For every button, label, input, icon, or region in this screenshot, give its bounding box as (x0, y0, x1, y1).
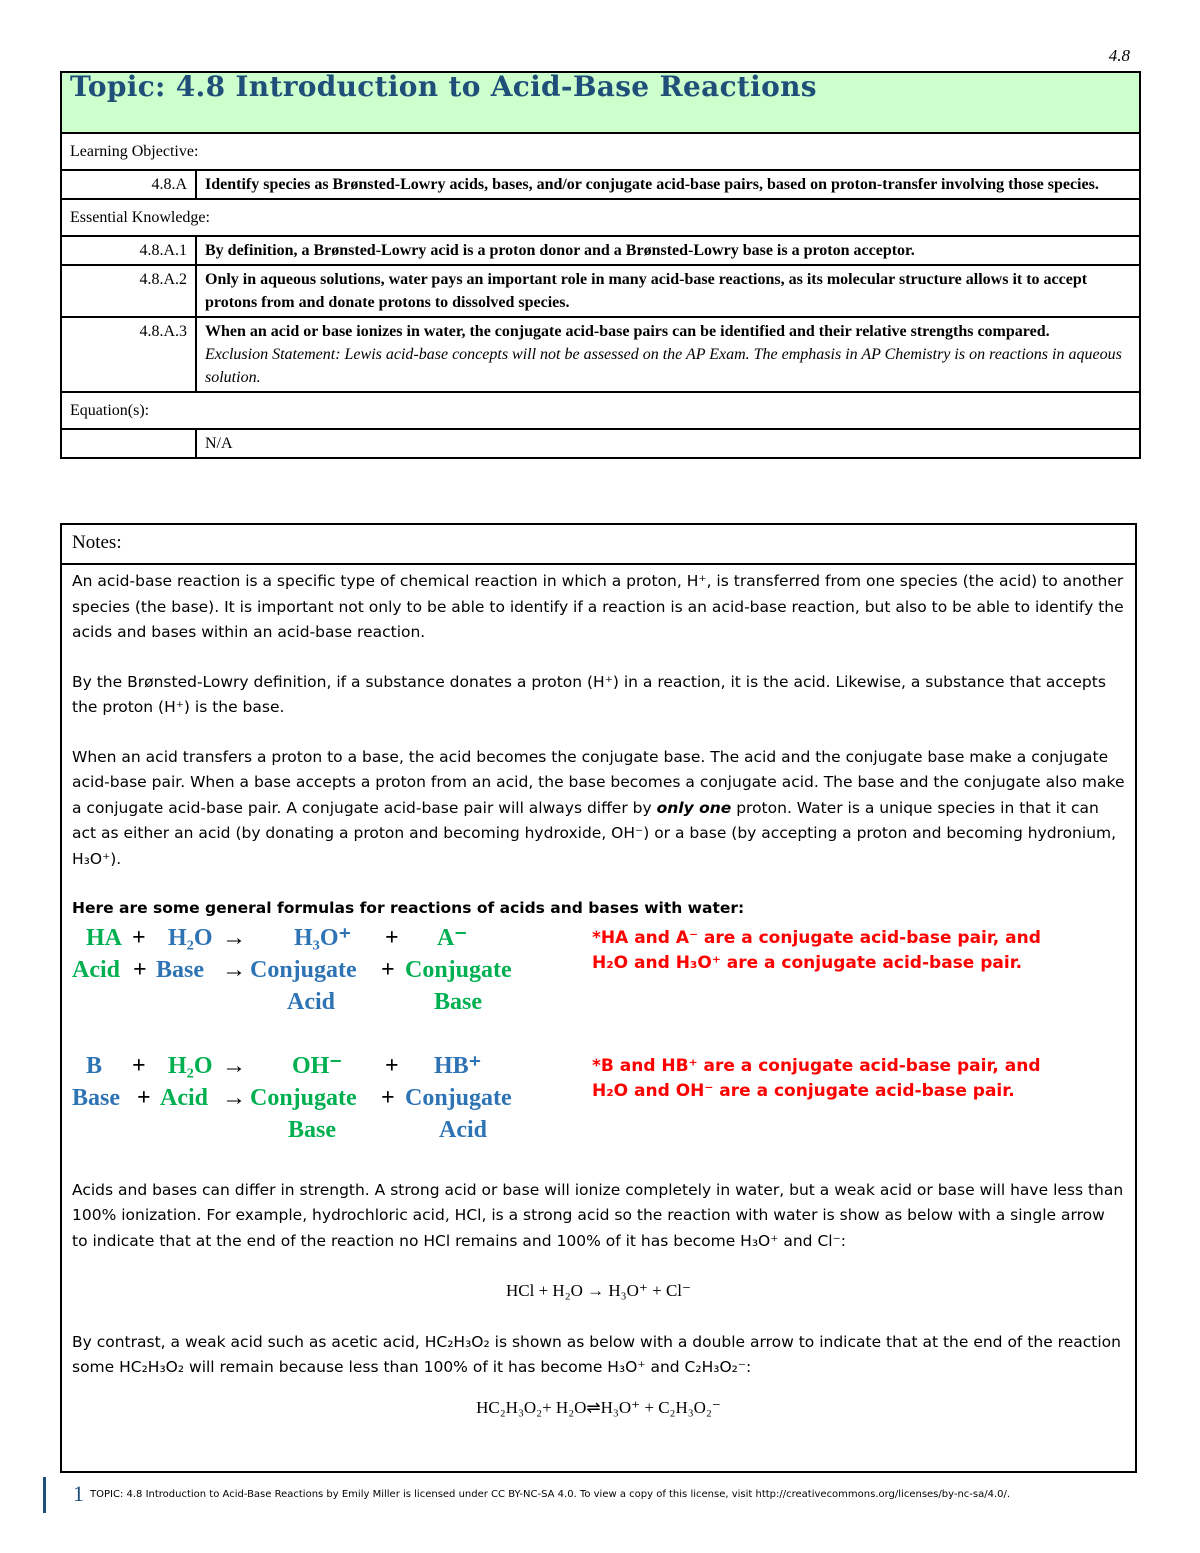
license-text: TOPIC: 4.8 Introduction to Acid-Base Reactions by Emily Miller is licensed under CC BY-NC-SA 4.0. To view a copy of this license, visit http://creativecommons.org/licenses/by-nc-sa/4.0/. (90, 1489, 1011, 1500)
notes-paragraph: An acid-base reaction is a specific type of chemical reaction in which a proton, H⁺, is transferred from one species (the acid) to another species (the base). It is important not only to be able to identify if a reaction is an acid-base reaction, but also to be able to identify the acids and bases within an acid-base reaction. (72, 572, 1124, 641)
learning-objective-header: Learning Objective: (61, 133, 1140, 170)
ek-text: When an acid or base ionizes in water, the conjugate acid-base pairs can be identified and their relative strengths compared. (205, 323, 1050, 340)
exclusion-statement: Exclusion Statement: Lewis acid-base concepts will not be assessed on the AP Exam. The emphasis in AP Chemistry is on reactions in aqueous solution. (205, 346, 1122, 386)
notes-body (62, 565, 1135, 1450)
base-water-equation: B + H₂O → OH⁻ + HB⁺ Base + Acid → Conjugate + Conjugate Base Acid *B and HB⁺ are a conjugate acid-base pair, and H₂O and OH⁻ are a conjugate acid-base pair. (72, 1050, 1125, 1178)
notes-paragraph: By the Brønsted-Lowry definition, if a substance donates a proton (H⁺) in a reaction, it is the acid. Likewise, a substance that accepts the proton (H⁺) is the base. (72, 672, 1106, 716)
equations-value: N/A (196, 429, 1140, 458)
notes-paragraph: By contrast, a weak acid such as acetic acid, HC₂H₃O₂ is shown as below with a double arrow to indicate that at the end of the reaction some HC₂H₃O₂ will remain because less than 100% of it has become H₃O⁺ and C₂H₃O₂⁻: (72, 1332, 1121, 1376)
notes-paragraph: Acids and bases can differ in strength. A strong acid or base will ionize completely in water, but a weak acid or base will have less than 100% ionization. For example, hydrochloric acid, HCl, is a strong acid so the reaction with water is show as below with a single arrow to indicate that at the end of the reaction no HCl remains and 100% of it has become H₃O⁺ and Cl⁻: (72, 1180, 1124, 1250)
ek-code: 4.8.A.1 (61, 236, 196, 265)
ek-text: Only in aqueous solutions, water pays an important role in many acid-base reactions, as its molecular structure allows it to accept protons from and donate protons to dissolved species. (196, 265, 1140, 317)
topic-title: Topic: 4.8 Introduction to Acid-Base Reactions (70, 70, 817, 103)
conjugate-pair-note: *HA and A⁻ are a conjugate acid-base pair, and H₂O and H₃O⁺ are a conjugate acid-base pair. (592, 927, 1041, 973)
objective-code: 4.8.A (61, 170, 196, 199)
ek-text: By definition, a Brønsted-Lowry acid is a proton donor and a Brønsted-Lowry base is a proton acceptor. (196, 236, 1140, 265)
equations-code-cell (61, 429, 196, 458)
weak-acid-equation: HC₂H₃O₂+ H₂O⇌H₃O⁺ + C₂H₃O₂⁻ (476, 1397, 721, 1417)
notes-header: Notes: (62, 525, 1135, 565)
objective-text: Identify species as Brønsted-Lowry acids, bases, and/or conjugate acid-base pairs, based on proton-transfer involving those species. (196, 170, 1140, 199)
footer-bar (43, 1477, 46, 1513)
ek-code: 4.8.A.3 (61, 317, 196, 392)
footer (43, 1477, 1143, 1513)
ek-code: 4.8.A.2 (61, 265, 196, 317)
ek-cell (196, 317, 1140, 392)
strong-acid-equation: HCl + H₂O → H₃O⁺ + Cl⁻ (506, 1281, 691, 1300)
notes-paragraph: Here are some general formulas for reactions of acids and bases with water: (72, 899, 745, 917)
acid-water-equation: HA + H₂O → H₃O⁺ + A⁻ Acid + Base → Conjugate + Conjugate Acid Base *HA and A⁻ are a conjugate acid-base pair, and H₂O and H₃O⁺ are a conjugate acid-base pair. (72, 922, 1125, 1050)
topic-table (60, 71, 1141, 459)
notes-box (60, 523, 1137, 1473)
topic-title-cell (61, 72, 1140, 133)
footer-page-number: 1 (73, 1481, 84, 1506)
page-number-top: 4.8 (1108, 46, 1130, 65)
essential-knowledge-header: Essential Knowledge: (61, 199, 1140, 236)
equations-header: Equation(s): (61, 392, 1140, 429)
notes-paragraph: When an acid transfers a proton to a base, the acid becomes the conjugate base. The acid and the conjugate base make a conjugate acid-base pair. When a base accepts a proton from an acid, the base becomes a conjugate acid. The base and the conjugate also make a conjugate acid-base pair. A conjugate acid-base pair will always differ by only one proton. Water is a unique species in that it can act as either an acid (by donating a proton and becoming hydroxide, OH⁻) or a base (by accepting a proton and becoming hydronium, H₃O⁺). (72, 747, 1125, 868)
conjugate-pair-note: *B and HB⁺ are a conjugate acid-base pair, and H₂O and OH⁻ are a conjugate acid-base pair. (592, 1055, 1041, 1101)
